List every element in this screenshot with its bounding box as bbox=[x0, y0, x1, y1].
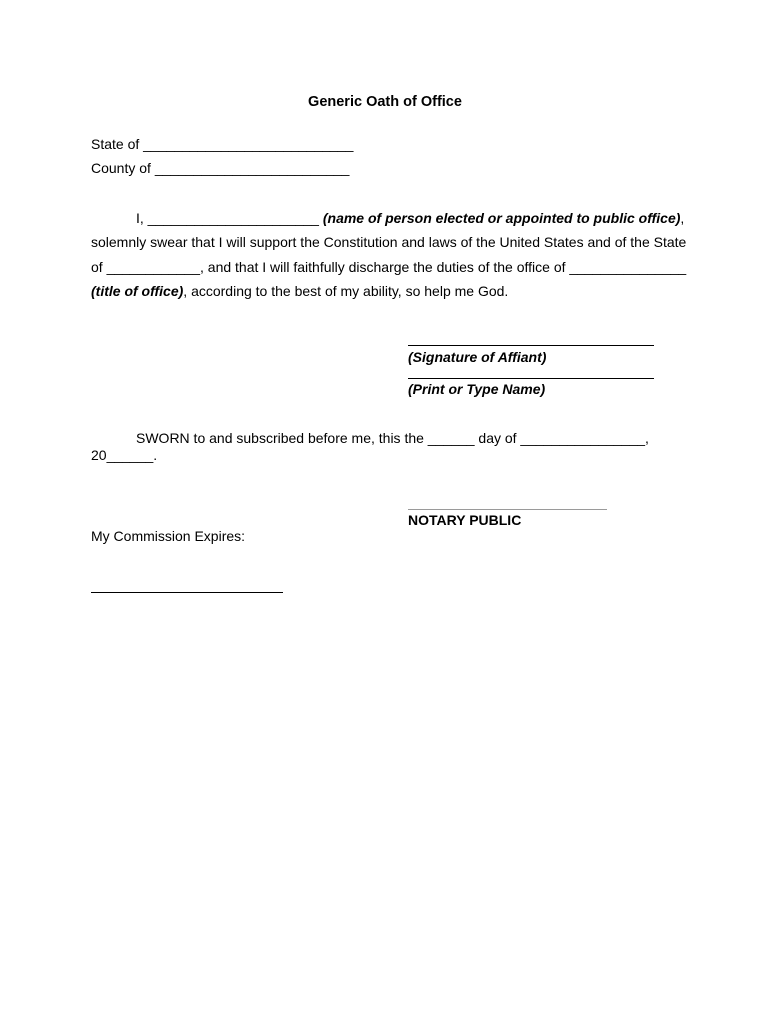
commission-expiry-line bbox=[91, 592, 283, 593]
oath-line-3: of ____________, and that I will faithfully discharge the duties of the office of _______________ bbox=[91, 259, 687, 275]
affiant-signature-line bbox=[408, 345, 654, 346]
affiant-signature-label: (Signature of Affiant) bbox=[408, 349, 547, 365]
county-line: County of _________________________ bbox=[91, 160, 350, 176]
sworn-line-1: SWORN to and subscribed before me, this the ______ day of ________________, bbox=[136, 430, 649, 446]
commission-expires-label: My Commission Expires: bbox=[91, 528, 246, 544]
oath-line-4-suffix: , according to the best of my ability, so help me God. bbox=[183, 283, 509, 299]
notary-public-label: NOTARY PUBLIC bbox=[408, 512, 522, 528]
oath-line-1-suffix: , bbox=[680, 210, 685, 226]
print-name-line bbox=[408, 378, 654, 379]
notary-signature-line bbox=[408, 509, 607, 510]
oath-line-4 bbox=[91, 283, 508, 300]
print-name-label: (Print or Type Name) bbox=[408, 381, 546, 397]
oath-name-hint: (name of person elected or appointed to public office) bbox=[322, 210, 681, 226]
state-line: State of ___________________________ bbox=[91, 136, 354, 152]
oath-line-1 bbox=[136, 210, 684, 227]
document-title: Generic Oath of Office bbox=[308, 94, 462, 110]
oath-line-1-prefix: I, ______________________ bbox=[136, 210, 323, 226]
oath-line-2: solemnly swear that I will support the Constitution and laws of the United States and of the State bbox=[91, 234, 687, 250]
oath-title-hint: (title of office) bbox=[91, 283, 184, 299]
sworn-line-2: 20______. bbox=[91, 447, 158, 463]
